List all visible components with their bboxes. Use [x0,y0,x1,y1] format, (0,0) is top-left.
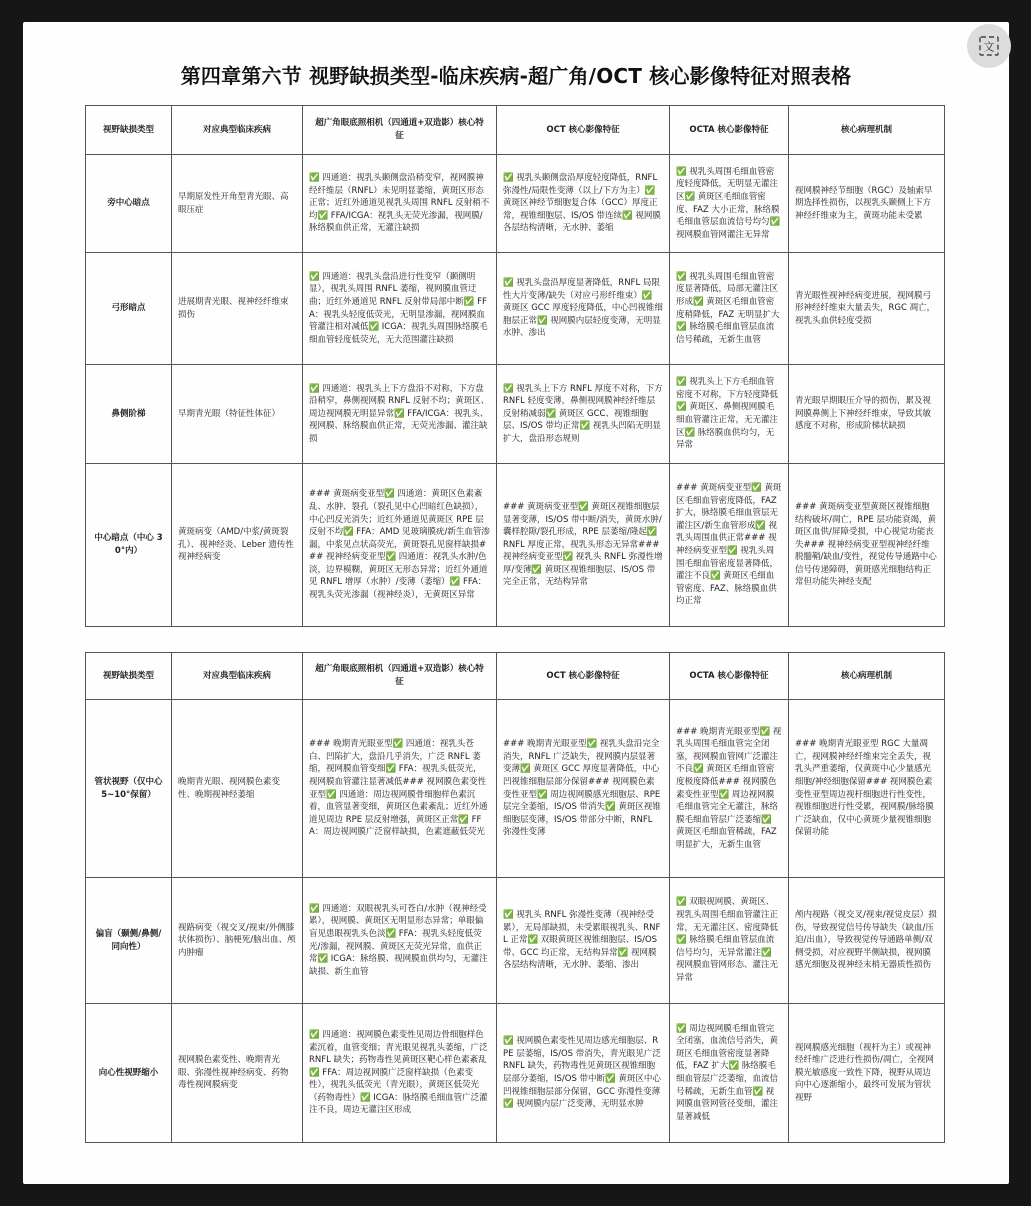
cell-mechanism-text: 青光眼早期眼压介导的损伤，累及视网膜鼻侧上下神经纤维束，导致其敏感度不对称，形成阶梯状缺损 [795,396,932,432]
header-disease: 对应典型临床疾病 [172,653,303,700]
cell-octa-features [670,253,789,365]
cell-octa-features-text: ### 晚期青光眼亚型✅ 视乳头周围毛细血管完全闭塞，视网膜血管网广泛灌注不良✅ 黄斑区毛细血管密度极度降低### 视网膜色素变性亚型✅ 周边视网膜毛细血管完全无灌注，脉络膜毛细血管层广泛萎缩✅ 黄斑区毛细血管稀疏，FAZ 明显扩大，无新生血管 [676,726,782,850]
cell-disease [172,700,303,878]
cell-octa-features-text: ✅ 视乳头上下方毛细血管密度不对称，下方轻度降低✅ 黄斑区、鼻侧视网膜毛细血管灌注正常，无无灌注区✅ 脉络膜血供均匀，无异常 [676,377,779,451]
cell-octa-features [670,155,789,253]
cell-octa-features [670,365,789,464]
cell-oct-features-text: ✅ 视乳头盘沿厚度显著降低，RNFL 局限性大片变薄/缺失（对应弓形纤维束）✅ 黄斑区 GCC 厚度轻度降低，中心凹视锥细胞层正常✅ 视网膜内层轻度变薄，无明显水肿、渗出 [503,278,663,339]
header-disease: 对应典型临床疾病 [172,106,303,155]
cell-uwf-features [303,1004,497,1143]
cell-mechanism [789,155,945,253]
translate-button[interactable] [967,24,1011,68]
cell-disease-text: 视路病变（视交叉/视束/外侧膝状体损伤）、脑梗死/脑出血、颅内肿瘤 [178,922,296,958]
table-row [86,1004,945,1143]
cell-field-type [86,1004,172,1143]
cell-field-type [86,155,172,253]
cell-octa-features-text: ### 黄斑病变亚型✅ 黄斑区毛细血管密度降低，FAZ 扩大，脉络膜毛细血管层无灌注区/新生血管形成✅ 视乳头周围血供正常### 视神经病变亚型✅ 视乳头周围毛细血管密度显著降低，灌注不良✅ 黄斑区毛细血管密度、FAZ、脉络膜血供均正常 [676,483,782,607]
cell-field-type [86,365,172,464]
cell-oct-features [497,464,670,627]
cell-uwf-features-text: ### 黄斑病变亚型✅ 四通道：黄斑区色素紊乱、水肿、裂孔（裂孔见中心凹暗红色缺损），中心凹反光消失；近红外通道见黄斑区 RPE 层反射不均✅ FFA：AMD 见玻璃膜疣/新生血管渗漏，中浆见点状高荧光，黄斑裂孔见窗样缺损### 视神经病变亚型✅ 四通道：视乳头水肿/色淡，边界模糊，黄斑区无形态异常；近红外通道见 RNFL 增厚（水肿）/变薄（萎缩）✅ FFA：视乳头荧光渗漏（视神经炎），无黄斑区异常 [309,489,490,601]
cell-disease [172,1004,303,1143]
cell-mechanism-text: 青光眼性视神经病变进展，视网膜弓形神经纤维束大量丢失，RGC 凋亡，视乳头血供轻度受损 [795,290,936,326]
cell-uwf-features-text: ### 晚期青光眼亚型✅ 四通道：视乳头苍白、凹陷扩大，盘沿几乎消失，广泛 RNFL 萎缩，视网膜血管变细✅ FFA：视乳头低荧光，视网膜血管灌注显著减低### 视网膜色素变性亚型✅ 四通道：周边视网膜骨细胞样色素沉着，血管显著变细，黄斑区色素紊乱；近红外通道见周边 RPE 层反射增强，黄斑区正常✅ FFA：周边视网膜广泛窗样缺损，色素遮蔽低荧光 [309,739,488,838]
cell-octa-features [670,700,789,878]
cell-disease-text: 早期原发性开角型青光眼、高眼压症 [178,191,289,215]
cell-mechanism [789,878,945,1004]
cell-oct-features [497,365,670,464]
cell-octa-features [670,1004,789,1143]
cell-oct-features [497,253,670,365]
cell-mechanism [789,253,945,365]
cell-oct-features [497,878,670,1004]
table-row [86,365,945,464]
cell-uwf-features [303,878,497,1004]
cell-uwf-features-text: ✅ 四通道：双眼视乳头可苍白/水肿（视神经受累），视网膜、黄斑区无明显形态异常；单眼偏盲见患眼视乳头色淡✅ FFA：视乳头轻度低荧光/渗漏，视网膜、黄斑区无荧光异常，血供正常✅ ICGA：脉络膜、视网膜血供均匀，无灌注缺损、新生血管 [309,903,488,977]
cell-uwf-features [303,700,497,878]
translate-icon [978,35,1000,57]
cell-uwf-features-text: ✅ 四通道：视网膜色素变性见周边骨细胞样色素沉着，血管变细；青光眼见视乳头萎缩，广泛 RNFL 缺失；药物毒性见黄斑区靶心样色素紊乱✅ FFA：周边视网膜广泛窗样缺损（色素变性），视乳头低荧光（青光眼），黄斑区低荧光（药物毒性）✅ ICGA：脉络膜毛细血管广泛灌注不良，周边无灌注区形成 [309,1029,491,1116]
cell-disease [172,365,303,464]
page-title: 第四章第六节 视野缺损类型-临床疾病-超广角/OCT 核心影像特征对照表格 [180,64,852,88]
cell-oct-features [497,1004,670,1143]
table-header-row [86,106,945,155]
header-field-type: 视野缺损类型 [86,106,172,155]
cell-uwf-features [303,365,497,464]
cell-uwf-features [303,464,497,627]
cell-field-type [86,700,172,878]
cell-disease [172,155,303,253]
header-oct: OCT 核心影像特征 [497,106,670,155]
cell-mechanism [789,1004,945,1143]
cell-field-type [86,464,172,627]
cell-oct-features-text: ✅ 视乳头上下方 RNFL 厚度不对称，下方 RNFL 轻度变薄，鼻侧视网膜神经纤维层反射稍减弱✅ 黄斑区 GCC、视锥细胞层、IS/OS 带均正常✅ 视乳头凹陷无明显扩大，盘沿形态规则 [503,383,666,444]
cell-mechanism [789,700,945,878]
document-page [23,22,1009,1184]
cell-uwf-features [303,253,497,365]
cell-field-type [86,253,172,365]
cell-disease [172,878,303,1004]
cell-disease [172,253,303,365]
cell-uwf-features-text: ✅ 四通道：视乳头上下方盘沿不对称，下方盘沿稍窄，鼻侧视网膜 RNFL 反射不均；黄斑区、周边视网膜无明显异常✅ FFA/ICGA：视乳头、视网膜、脉络膜血供正常，无荧光渗漏、灌注缺损 [309,383,490,444]
cell-mechanism-text: ### 黄斑病变亚型黄斑区视锥细胞结构破坏/凋亡，RPE 层功能衰竭，黄斑区血供/屏障受损，中心视觉功能丧失### 视神经病变亚型视神经纤维脱髓鞘/缺血/变性，视觉传导通路中心信号传递障碍，黄斑感光细胞结构正常但功能失神经支配 [795,501,937,588]
cell-oct-features-text: ### 晚期青光眼亚型✅ 视乳头盘沿完全消失，RNFL 广泛缺失，视网膜内层显著变薄✅ 黄斑区 GCC 厚度显著降低，中心凹视锥细胞层部分保留### 视网膜色素变性亚型✅ 周边视网膜感光细胞层、RPE 层完全萎缩，IS/OS 带消失✅ 黄斑区视锥细胞层变薄，IS/OS 带部分中断，RNFL 弥漫性变薄 [503,739,663,838]
header-mechanism: 核心病理机制 [789,653,945,700]
cell-oct-features [497,155,670,253]
table-row [86,253,945,365]
cell-disease [172,464,303,627]
cell-mechanism-text: 颅内视路（视交叉/视束/视觉皮层）损伤，导致视觉信号传导缺失（缺血/压迫/出血），导致视觉传导通路单侧/双侧受损，对应视野半侧缺损，视网膜感光细胞及视神经末梢无器质性损伤 [795,910,937,971]
cell-oct-features-text: ✅ 视网膜色素变性见周边感光细胞层、RPE 层萎缩，IS/OS 带消失，青光眼见广泛 RNFL 缺失，药物毒性见黄斑区视锥细胞层部分萎缩，IS/OS 带中断✅ 黄斑区中心凹视锥细胞层部分保留，GCC 弥漫性变薄✅ 视网膜内层广泛变薄，无明显水肿 [503,1036,664,1110]
cell-field-type-text: 偏盲（颞侧/鼻侧/同向性） [95,928,162,952]
cell-mechanism-text: 视网膜感光细胞（视杆为主）或视神经纤维广泛进行性损伤/凋亡，全视网膜光敏感度一致性下降，视野从周边向中心逐渐缩小，最终可发展为管状视野 [795,1042,934,1103]
cell-field-type-text: 旁中心暗点 [107,198,150,209]
table-header-row [86,653,945,700]
table-row [86,700,945,878]
cell-uwf-features-text: ✅ 四通道：视乳头盘沿进行性变窄（颞侧明显），视乳头周围 RNFL 萎缩，视网膜血管迂曲；近红外通道见 RNFL 反射带局部中断✅ FFA：视乳头轻度低荧光，无明显渗漏，视网膜血管灌注相对减低✅ ICGA：视乳头周围脉络膜毛细血管轻度低荧光，无大范围灌注缺损 [309,271,488,345]
cell-field-type-text: 鼻侧阶梯 [111,408,146,419]
header-mechanism: 核心病理机制 [789,106,945,155]
cell-field-type [86,878,172,1004]
cell-mechanism-text: 视网膜神经节细胞（RGC）及轴索早期选择性损伤，以视乳头颞侧上下方神经纤维束为主，黄斑功能未受累 [795,185,933,221]
cell-field-type-text: 弓形暗点 [111,303,146,314]
header-octa: OCTA 核心影像特征 [670,106,789,155]
cell-mechanism [789,365,945,464]
cell-oct-features [497,700,670,878]
cell-octa-features-text: ✅ 视乳头周围毛细血管密度轻度降低，无明显无灌注区✅ 黄斑区毛细血管密度、FAZ 大小正常，脉络膜毛细血管层血流信号均匀✅ 视网膜血管网灌注无异常 [676,166,783,240]
cell-octa-features [670,464,789,627]
header-uwf: 超广角眼底照相机（四通道+双造影）核心特征 [303,653,497,700]
cell-octa-features [670,878,789,1004]
cell-octa-features-text: ✅ 双眼视网膜、黄斑区、视乳头周围毛细血管灌注正常，无无灌注区、密度降低✅ 脉络膜毛细血管层血流信号均匀，无异常灌注✅ 视网膜血管网形态、灌注无异常 [676,897,779,983]
header-uwf: 超广角眼底照相机（四通道+双造影）核心特征 [303,106,497,155]
cell-field-type-text: 向心性视野缩小 [98,1067,159,1078]
cell-oct-features-text: ### 黄斑病变亚型✅ 黄斑区视锥细胞层显著变薄，IS/OS 带中断/消失，黄斑水肿/囊样腔隙/裂孔形成，RPE 层萎缩/隆起✅ RNFL 厚度正常，视乳头形态无异常### 视神经病变亚型✅ 视乳头 RNFL 弥漫性增厚/变薄✅ 黄斑区视锥细胞层、IS/OS 带完全正常，无结构异常 [503,501,663,588]
cell-disease-text: 早期青光眼（特征性体征） [178,408,281,419]
header-oct: OCT 核心影像特征 [497,653,670,700]
cell-mechanism-text: ### 晚期青光眼亚型 RGC 大量凋亡，视网膜神经纤维束完全丢失，视乳头严重萎缩，仅黄斑中心少量感光细胞/神经细胞保留### 视网膜色素变性亚型周边视杆细胞进行性变性，视锥细胞进行性受累，视网膜/脉络膜广泛缺血，仅中心黄斑少量视锥细胞保留功能 [795,739,934,838]
cell-octa-features-text: ✅ 视乳头周围毛细血管密度显著降低，局部无灌注区形成✅ 黄斑区毛细血管密度稍降低，FAZ 无明显扩大✅ 脉络膜毛细血管层血流信号稀疏，无新生血管 [676,271,780,345]
cell-disease-text: 进展期青光眼、视神经纤维束损伤 [178,296,289,320]
cell-octa-features-text: ✅ 周边视网膜毛细血管完全闭塞，血流信号消失，黄斑区毛细血管密度显著降低，FAZ 扩大✅ 脉络膜毛细血管层广泛萎缩，血流信号稀疏，无新生血管✅ 视网膜血管网管径变细，灌注显著减低 [676,1023,779,1122]
cell-uwf-features [303,155,497,253]
table-row [86,155,945,253]
table-row [86,464,945,627]
comparison-table-2 [85,652,945,1143]
header-field-type: 视野缺损类型 [86,653,172,700]
cell-field-type-text: 中心暗点（中心 30°内） [94,533,163,556]
cell-oct-features-text: ✅ 视乳头颞侧盘沿厚度轻度降低，RNFL 弥漫性/局限性变薄（以上/下方为主）✅ 黄斑区神经节细胞复合体（GCC）厚度正常，视锥细胞层、IS/OS 带连续✅ 视网膜各层结构清晰，无水肿、萎缩 [503,173,661,234]
table-row [86,878,945,1004]
cell-oct-features-text: ✅ 视乳头 RNFL 弥漫性变薄（视神经受累），无局部缺损，未受累眼视乳头、RNFL 正常✅ 双眼黄斑区视锥细胞层、IS/OS 带、GCC 均正常，无结构异常✅ 视网膜各层结构清晰，无水肿、萎缩、渗出 [503,910,661,971]
comparison-table-1 [85,105,945,627]
header-octa: OCTA 核心影像特征 [670,653,789,700]
svg-text:文: 文 [983,40,995,54]
cell-disease-text: 黄斑病变（AMD/中浆/黄斑裂孔）、视神经炎、Leber 遗传性视神经病变 [178,527,294,563]
cell-disease-text: 视网膜色素变性、晚期青光眼、弥漫性视神经病变、药物毒性视网膜病变 [178,1055,289,1091]
cell-disease-text: 晚期青光眼、视网膜色素变性、晚期视神经萎缩 [178,776,281,800]
cell-mechanism [789,464,945,627]
cell-uwf-features-text: ✅ 四通道：视乳头颞侧盘沿稍变窄，视网膜神经纤维层（RNFL）未见明显萎缩，黄斑区形态正常；近红外通道见视乳头周围 RNFL 反射稍不均✅ FFA/ICGA：视乳头无荧光渗漏，视网膜/脉络膜血供正常，无灌注缺损 [309,173,490,234]
cell-field-type-text: 管状视野（仅中心 5~10°保留） [94,776,166,800]
